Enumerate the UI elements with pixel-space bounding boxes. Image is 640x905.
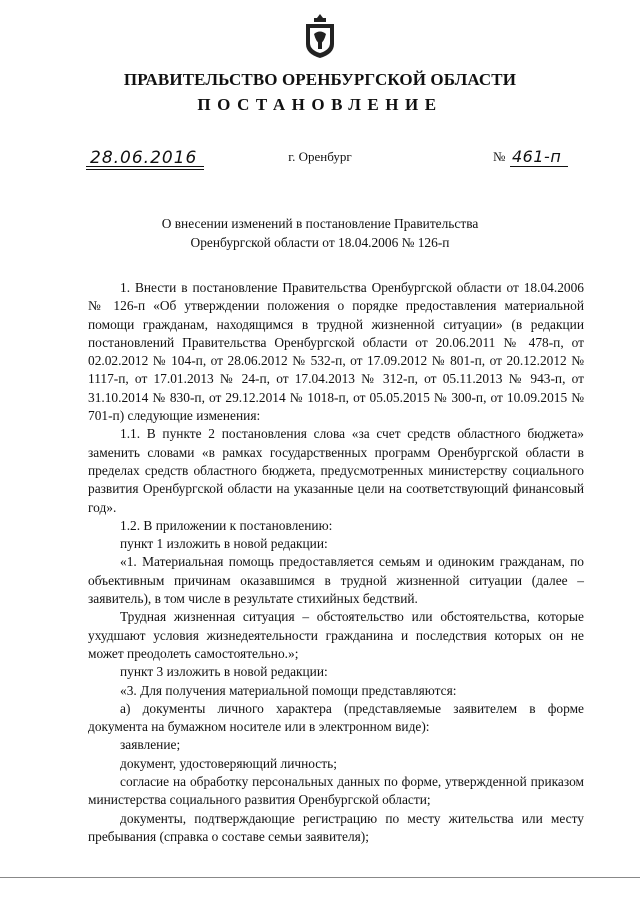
body-paragraph: пункт 3 изложить в новой редакции:: [120, 664, 328, 680]
body-paragraph: «1. Материальная помощь предоставляется семьям и одиноким гражданам, по объективным причинам оказавшимся в трудной жизненной ситуации (далее – заявитель), в том числе в результате стихийных бедствий.: [88, 554, 584, 607]
body-paragraph: пункт 1 изложить в новой редакции:: [120, 536, 328, 552]
body-paragraph: а) документы личного характера (представляемые заявителем в форме документа на бумажном носителе или в электронном виде):: [88, 700, 584, 735]
document-body: [88, 279, 584, 846]
coat-of-arms-emblem: [303, 12, 337, 60]
date-underline-secondary: [86, 169, 204, 170]
subject-line: Оренбургской области от 18.04.2006 № 126-п: [190, 235, 450, 250]
document-date: 28.06.2016: [90, 148, 198, 168]
number-underline: [510, 166, 568, 167]
date-underline: [86, 166, 204, 167]
body-paragraph: «3. Для получения материальной помощи представляются:: [120, 682, 457, 698]
body-paragraph: Трудная жизненная ситуация – обстоятельство или обстоятельства, которые ухудшают условия жизнедеятельности гражданина и последствия которых он не может преодолеть самостоятельно.»;: [88, 609, 584, 661]
body-paragraph: 1.2. В приложении к постановлению:: [120, 517, 333, 533]
page-bottom-divider: [0, 877, 640, 878]
body-paragraph: документы, подтверждающие регистрацию по месту жительства или месту пребывания (справка о составе семьи заявителя);: [88, 810, 584, 844]
body-paragraph: 1.1. В пункте 2 постановления слова «за счет средств областного бюджета» заменить словами «в рамках государственных программ Оренбургской области в пределах средств областного бюджета, предусмотренных министерству социального развития Оренбургской области на указанные цели на соответствующий финансовый год».: [88, 426, 584, 515]
body-paragraph: согласие на обработку персональных данных по форме, утвержденной приказом министерства социального развития Оренбургской области;: [88, 774, 584, 808]
document-city: г. Оренбург: [288, 149, 352, 164]
body-paragraph: 1. Внести в постановление Правительства Оренбургской области от 18.04.2006 № 126-п «Об утверждении положения о порядке предоставления материальной помощи гражданам, находящимся в трудной жизненной ситуации» (в редакции постановлений Правительства Оренбургской области от 20.06.2011 № 478-п, от 02.02.2012 № 104-п, от 28.06.2012 № 532-п, от 17.09.2012 № 801-п, от 20.12.2012 № 1117-п, от 17.01.2013 № 24-п, от 17.04.2013 № 312-п, от 05.11.2013 № 943-п, от 31.10.2014 № 830-п, от 29.12.2014 № 1018-п, от 05.05.2015 № 300-п, от 10.09.2015 № 701-п) следующие изменения:: [88, 280, 584, 424]
government-title: ПРАВИТЕЛЬСТВО ОРЕНБУРГСКОЙ ОБЛАСТИ: [123, 70, 517, 89]
document-number: 461-п: [512, 147, 562, 166]
document-subject: [80, 214, 560, 252]
body-paragraph: заявление;: [120, 737, 181, 753]
document-type: ПОСТАНОВЛЕНИЕ: [197, 95, 443, 114]
body-paragraph: документ, удостоверяющий личность;: [120, 755, 337, 771]
subject-line: О внесении изменений в постановление Правительства: [161, 216, 479, 231]
number-label: №: [493, 149, 506, 164]
